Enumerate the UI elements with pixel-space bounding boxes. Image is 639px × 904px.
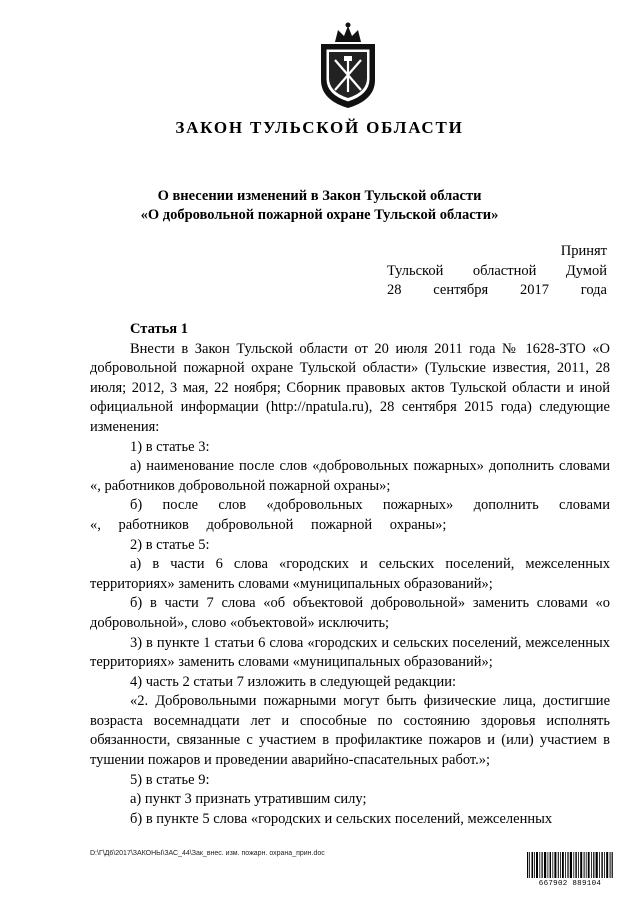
subtitle-line: О внесении изменений в Закон Тульской области — [157, 188, 482, 204]
article-heading: Статья 1 — [130, 321, 188, 337]
article-paragraph: б) в части 7 слова «об объектовой добровольной» заменить словами «о добровольной», слово «объектовой» исключить; — [90, 595, 610, 631]
law-title: ЗАКОН ТУЛЬСКОЙ ОБЛАСТИ — [175, 118, 464, 137]
adopted-label: Принят — [560, 243, 607, 259]
subtitle-line: «О добровольной пожарной охране Тульской области» — [140, 207, 499, 223]
barcode-number: 667902 889104 — [538, 880, 602, 888]
article-paragraph: «2. Добровольными пожарными могут быть физические лица, достигшие возраста восемнадцати лет и способные по состоянию здоровья исполнять обязанности, связанные с участием в профилактике пожаров и (или) участием в тушении пожаров и проведении аварийно-спасательных работ.»; — [90, 693, 610, 769]
adopted-by-line — [387, 262, 607, 282]
adopted-word: 28 — [387, 282, 402, 298]
article-paragraph: а) в части 6 слова «городских и сельских поселений, межселенных территориях» заменить словами «муниципальных образований»; — [90, 556, 610, 592]
article-paragraph: 2) в статье 5: — [130, 536, 210, 553]
article-paragraph: б) в пункте 5 слова «городских и сельских поселений, межселенных — [130, 810, 553, 827]
article-paragraph: 1) в статье 3: — [130, 438, 210, 455]
adopted-word: областной — [472, 262, 537, 279]
adopted-word: года — [580, 282, 607, 298]
file-path-footer: D:\Г\Д6\2017\ЗАКОНЫ\ЗАС_44\Зак_внес. изм. пожарн. охрана_прин.doc — [90, 850, 325, 857]
article-paragraph: а) наименование после слов «добровольных пожарных» дополнить словами «, работников добровольной пожарной охраны»; — [90, 458, 610, 494]
article-paragraph: 4) часть 2 статьи 7 изложить в следующей редакции: — [130, 673, 456, 690]
article-paragraph: б) после слов «добровольных пожарных» дополнить словами «, работников добровольной пожарной охраны»; — [90, 497, 610, 533]
adopted-word: 2017 — [519, 282, 549, 298]
article-paragraph: а) пункт 3 признать утратившим силу; — [130, 791, 367, 808]
adopted-word: Тульской — [387, 262, 444, 279]
article-paragraph: Внести в Закон Тульской области от 20 июля 2011 года № 1628-ЗТО «О добровольной пожарной охране Тульской области» (Тульские известия, 2011, 28 июля; 2012, 3 мая, 22 ноября; Сборник правовых актов Тульской области и иной официальной информации (http://npatula.ru), 28 сентября 2015 года) следующие изменения: — [90, 340, 610, 435]
article-paragraph: 3) в пункте 1 статьи 6 слова «городских и сельских поселений, межселенных территориях» заменить словами «муниципальных образований»; — [90, 634, 610, 671]
article-paragraph: 5) в статье 9: — [130, 771, 210, 788]
law-subtitle — [0, 187, 639, 225]
article-body — [90, 320, 610, 829]
adopted-word: Думой — [565, 262, 607, 279]
adoption-block — [387, 242, 607, 301]
adopted-date-line — [387, 281, 607, 301]
coat-of-arms-icon — [313, 20, 383, 110]
adopted-word: сентября — [433, 282, 489, 298]
barcode-icon — [527, 852, 613, 878]
